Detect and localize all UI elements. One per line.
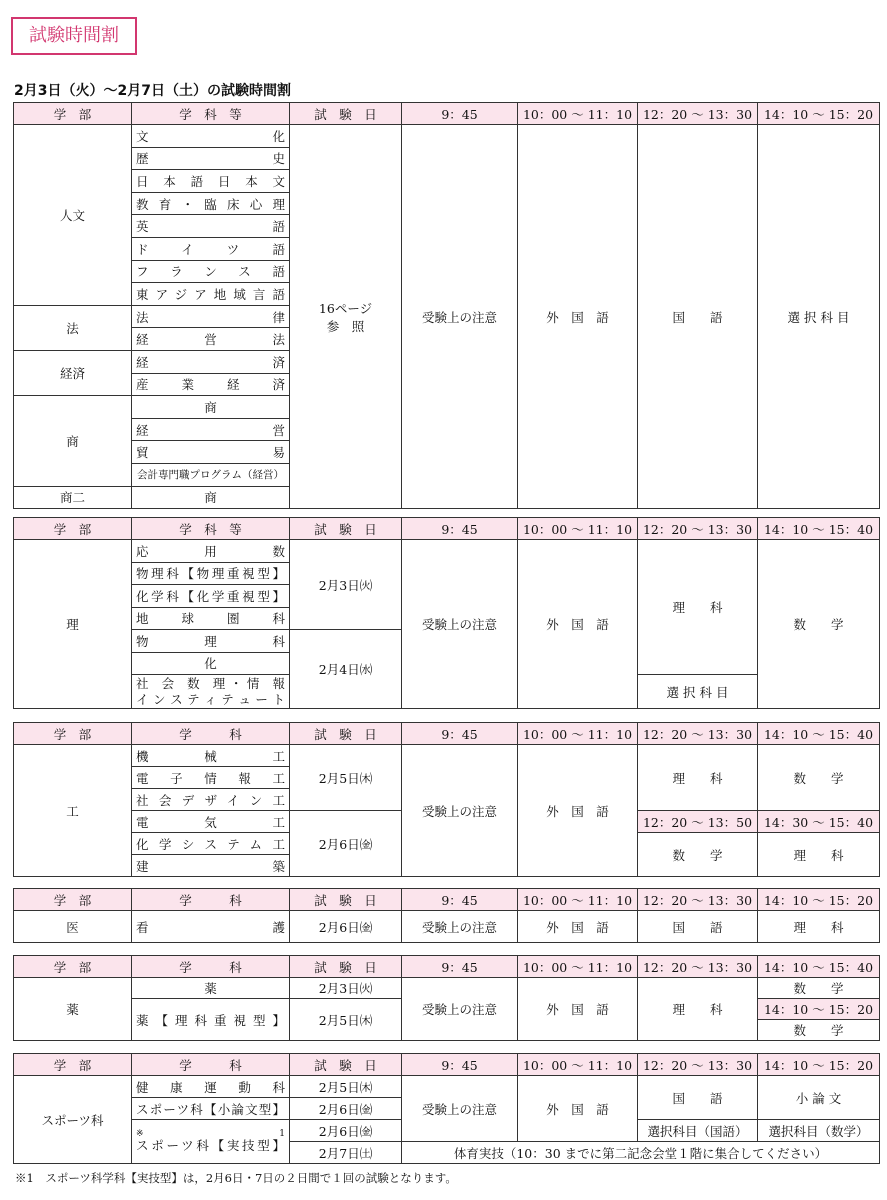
subject-cell: 文化 [132,125,290,148]
header-dept: 学 部 [14,723,132,745]
subject-cell: 経営法 [132,328,290,351]
header-subject: 学 科 [132,889,290,911]
exam-cell-notice: 受験上の注意 [402,1076,518,1142]
subject-cell: 英語 [132,215,290,238]
exam-date-cell: 2月4日㈬ [290,630,402,709]
subject-cell: 貿易 [132,441,290,464]
exam-date-cell: 2月5日㈭ [290,745,402,811]
header-subject: 学 科 [132,1054,290,1076]
subject-cell: 化学科【化学重視型】 [132,585,290,608]
exam-cell-science: 理 科 [638,978,758,1041]
subject-cell: 建築 [132,855,290,877]
header-time-1: 9：45 [402,1054,518,1076]
header-time-4: 14：10 ～ 15：40 [758,956,880,978]
subject-cell: スポーツ科【小論文型】 [132,1098,290,1120]
subject-cell: 経済 [132,350,290,373]
exam-date-cell: 2月6日㈮ [290,811,402,877]
exam-date-cell: 2月3日㈫ [290,978,402,999]
header-time-3: 12：20 ～ 13：30 [638,103,758,125]
schedule-subtitle: 2月3日（火）～2月7日（土）の試験時間割 [14,83,291,99]
exam-cell-elective-math: 選択科目（数学） [758,1120,880,1142]
header-dept: 学 部 [14,1054,132,1076]
exam-cell-notice: 受験上の注意 [402,745,518,877]
exam-cell-elective: 選 択 科 目 [638,675,758,709]
header-date: 試 験 日 [290,956,402,978]
exam-cell-science: 理 科 [758,833,880,877]
timetable-pharmacy [13,955,880,1041]
subject-cell: 薬 [132,978,290,999]
subject-cell: 物理科【物理重視型】 [132,562,290,585]
exam-cell-notice: 受験上の注意 [402,978,518,1041]
header-time-1: 9：45 [402,723,518,745]
exam-cell-math: 数 学 [638,833,758,877]
exam-cell-math: 数 学 [758,540,880,709]
exam-cell-science: 理 科 [758,911,880,943]
timetable-medicine [13,888,880,943]
exam-cell-science: 理 科 [638,745,758,811]
header-subject: 学 科 等 [132,518,290,540]
exam-date-cell: 2月6日㈮ [290,1120,402,1142]
timetable-engineering [13,722,880,877]
subject-cell: 看護 [132,911,290,943]
exam-cell-foreign-language: 外 国 語 [518,745,638,877]
subject-cell: 地球圏科 [132,607,290,630]
header-time-1: 9：45 [402,103,518,125]
exam-cell-notice: 受験上の注意 [402,911,518,943]
subject-cell: 機械工 [132,745,290,767]
exam-cell-foreign-language: 外 国 語 [518,978,638,1041]
subject-cell: 電子情報工 [132,767,290,789]
date-line: 参 照 [326,318,365,334]
subject-cell: 産業経済 [132,373,290,396]
exam-cell-elective-japanese: 選択科目（国語） [638,1120,758,1142]
subject-cell: 社会デザイン工 [132,789,290,811]
dept-cell: 商 [14,396,132,486]
subject-cell: 法律 [132,305,290,328]
exam-cell-foreign-language: 外 国 語 [518,125,638,509]
header-time-1: 9：45 [402,518,518,540]
header-time-2: 10：00 ～ 11：10 [518,723,638,745]
subject-cell: 会計専門職プログラム（経営） [132,463,290,486]
header-time-4: 14：10 ～ 15：20 [758,889,880,911]
subject-label: スポーツ科【実技型】 [136,1138,285,1153]
exam-date-cell: 2月7日㈯ [290,1142,402,1164]
subject-cell: 化学システム工 [132,833,290,855]
subject-cell: 日本語日本文 [132,170,290,193]
subject-cell: 経営 [132,418,290,441]
exam-date-cell: 2月6日㈮ [290,1098,402,1120]
subject-cell: フランス語 [132,260,290,283]
subject-cell: 健康運動科 [132,1076,290,1098]
timetable-sports [13,1053,880,1164]
dept-cell: 医 [14,911,132,943]
subject-line: イ ン ス テ ィ テ ュ ー ト [136,691,285,707]
exam-cell-foreign-language: 外 国 語 [518,1076,638,1142]
header-subject: 学 科 等 [132,103,290,125]
exam-cell-notice: 受験上の注意 [402,125,518,509]
dept-cell: 経済 [14,350,132,395]
header-date: 試 験 日 [290,723,402,745]
exam-cell-math: 数 学 [758,1020,880,1041]
header-time-2: 10：00 ～ 11：10 [518,103,638,125]
practical-exam-cell: 体育実技（10：30 までに第二記念会堂１階に集合してください） [402,1142,880,1164]
header-time-4: 14：10 ～ 15：40 [758,723,880,745]
header-time-3: 12：20 ～ 13：30 [638,889,758,911]
subject-cell [132,1120,290,1164]
exam-cell-japanese: 国 語 [638,125,758,509]
subject-cell: 教育・臨床心理 [132,192,290,215]
subject-cell: 東アジア地域言語 [132,283,290,306]
exam-cell-essay: 小 論 文 [758,1076,880,1120]
header-dept: 学 部 [14,103,132,125]
alt-time-header-4: 14：10 ～ 15：20 [758,999,880,1020]
subject-line: 社 会 数 理・情 報 [136,675,285,691]
header-date: 試 験 日 [290,889,402,911]
subject-cell: 薬【理科重視型】 [132,999,290,1041]
header-time-4: 14：10 ～ 15：20 [758,1054,880,1076]
dept-cell: 法 [14,305,132,350]
header-time-1: 9：45 [402,956,518,978]
subject-cell: ドイツ語 [132,237,290,260]
exam-cell-japanese: 国 語 [638,1076,758,1120]
subject-cell: 商 [132,486,290,509]
alt-time-header-4: 14：30 ～ 15：40 [758,811,880,833]
exam-date-cell: 2月3日㈫ [290,540,402,630]
exam-cell-foreign-language: 外 国 語 [518,540,638,709]
exam-cell-notice: 受験上の注意 [402,540,518,709]
header-time-1: 9：45 [402,889,518,911]
subject-cell: 化 [132,652,290,675]
subject-cell: 物理科 [132,630,290,653]
header-time-4: 14：10 ～ 15：40 [758,518,880,540]
dept-cell: 工 [14,745,132,877]
dept-cell: 人文 [14,125,132,306]
header-date: 試 験 日 [290,1054,402,1076]
dept-cell: 薬 [14,978,132,1041]
header-dept: 学 部 [14,956,132,978]
dept-cell: 理 [14,540,132,709]
header-dept: 学 部 [14,518,132,540]
header-date: 試 験 日 [290,518,402,540]
exam-cell-science: 理 科 [638,540,758,675]
exam-date-cell: 2月6日㈮ [290,911,402,943]
exam-cell-japanese: 国 語 [638,911,758,943]
alt-time-header-3: 12：20 ～ 13：50 [638,811,758,833]
page-title: 試験時間割 [11,17,137,55]
subject-cell: 商 [132,396,290,419]
exam-cell-math: 数 学 [758,978,880,999]
dept-cell: スポーツ科 [14,1076,132,1164]
footnote-mark: ※1 [136,1129,285,1139]
footnote: ※1 スポーツ科学科【実技型】は，2月6日・7日の２日間で１回の試験となります。 [15,1171,457,1185]
header-subject: 学 科 [132,956,290,978]
timetable-science [13,517,880,709]
header-time-2: 10：00 ～ 11：10 [518,956,638,978]
timetable-humanities [13,102,880,509]
header-time-2: 10：00 ～ 11：10 [518,889,638,911]
subject-cell [132,675,290,709]
subject-cell: 応用数 [132,540,290,563]
header-date: 試 験 日 [290,103,402,125]
subject-cell: 歴史 [132,147,290,170]
header-time-3: 12：20 ～ 13：30 [638,1054,758,1076]
date-line: 16ページ [318,300,373,316]
exam-date-cell: 2月5日㈭ [290,1076,402,1098]
header-time-2: 10：00 ～ 11：10 [518,518,638,540]
exam-cell-foreign-language: 外 国 語 [518,911,638,943]
dept-cell: 商二 [14,486,132,509]
header-time-3: 12：20 ～ 13：30 [638,518,758,540]
header-time-4: 14：10 ～ 15：20 [758,103,880,125]
exam-cell-elective: 選 択 科 目 [758,125,880,509]
header-time-3: 12：20 ～ 13：30 [638,956,758,978]
header-time-3: 12：20 ～ 13：30 [638,723,758,745]
subject-cell: 電気工 [132,811,290,833]
exam-cell-math: 数 学 [758,745,880,811]
exam-date-cell: 2月5日㈭ [290,999,402,1041]
exam-date-cell [290,125,402,509]
header-time-2: 10：00 ～ 11：10 [518,1054,638,1076]
header-subject: 学 科 [132,723,290,745]
header-dept: 学 部 [14,889,132,911]
